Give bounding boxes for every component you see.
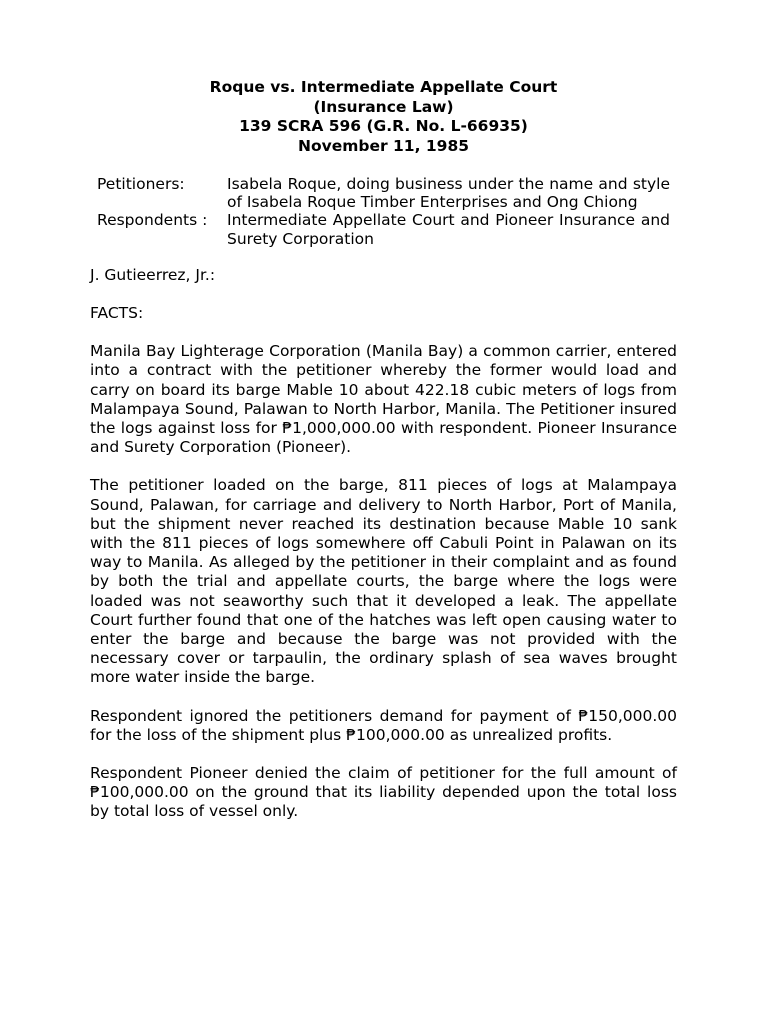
respondents-row <box>97 211 670 247</box>
petitioners-row <box>97 175 670 211</box>
respondents-value: Intermediate Appellate Court and Pioneer Insurance and Surety Corporation <box>227 211 670 248</box>
document-page <box>90 78 677 822</box>
parties-table <box>97 175 670 248</box>
case-subject: (Insurance Law) <box>313 97 454 116</box>
facts-paragraph-3: Respondent ignored the petitioners demand for payment of ₱150,000.00 for the loss of the shipment plus ₱100,000.00 as unrealized profits. <box>90 706 677 744</box>
facts-paragraph-4: Respondent Pioneer denied the claim of petitioner for the full amount of ₱100,000.00 on the ground that its liability depended upon the total loss by total loss of vessel only. <box>90 764 677 821</box>
case-title: Roque vs. Intermediate Appellate Court <box>209 78 558 96</box>
facts-heading: FACTS: <box>90 304 144 323</box>
facts-paragraph-2: The petitioner loaded on the barge, 811 pieces of logs at Malampaya Sound, Palawan, for carriage and delivery to North Harbor, Port of Manila, but the shipment never reached its destination because Mable 10 sank with the 811 pieces of logs somewhere off Cabuli Point in Palawan on its way to Manila. As alleged by the petitioner in their complaint and as found by both the trial and appellate courts, the barge where the logs were loaded was not seaworthy such that it developed a leak. The appellate Court further found that one of the hatches was left open causing water to enter the barge and because the barge was not provided with the necessary cover or tarpaulin, the ordinary splash of sea waves brought more water inside the barge. <box>90 476 677 687</box>
petitioners-value: Isabela Roque, doing business under the name and style of Isabela Roque Timber Enterprises and Ong Chiong <box>227 175 670 212</box>
case-date: November 11, 1985 <box>297 136 470 155</box>
respondents-label: Respondents : <box>97 211 208 230</box>
facts-paragraph-1: Manila Bay Lighterage Corporation (Manila Bay) a common carrier, entered into a contract with the petitioner whereby the former would load and carry on board its barge Mable 10 about 422.18 cubic meters of logs from Malampaya Sound, Palawan to North Harbor, Manila. The Petitioner insured the logs against loss for ₱1,000,000.00 with respondent. Pioneer Insurance and Surety Corporation (Pioneer). <box>90 342 677 457</box>
ponente: J. Gutieerrez, Jr.: <box>90 265 216 284</box>
petitioners-label: Petitioners: <box>97 175 185 193</box>
case-header <box>90 78 677 156</box>
case-citation: 139 SCRA 596 (G.R. No. L-66935) <box>239 117 528 135</box>
